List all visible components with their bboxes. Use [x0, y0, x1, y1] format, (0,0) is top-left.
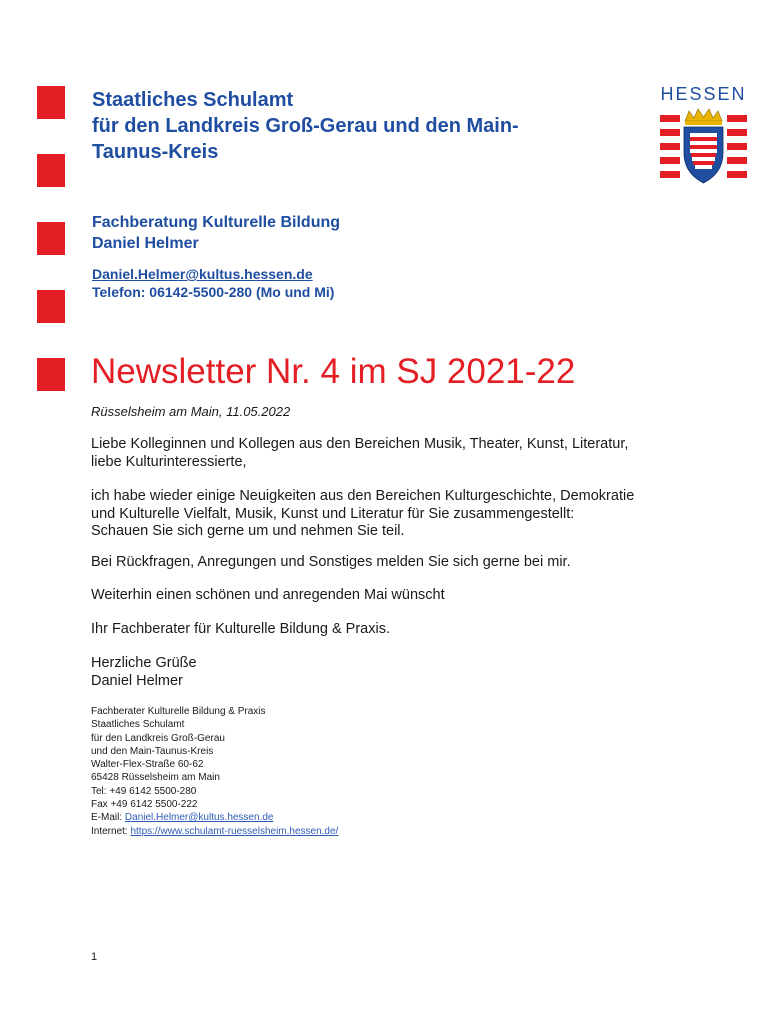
greeting-line: liebe Kulturinteressierte, [91, 453, 247, 470]
org-title [92, 87, 612, 165]
org-title-line: Staatliches Schulamt [92, 89, 294, 111]
org-title-line: für den Landkreis Groß-Gerau und den Main- [92, 115, 519, 137]
hessen-logo [660, 84, 747, 187]
signature-email-row [91, 811, 338, 824]
hessen-coat-of-arms-icon [660, 107, 747, 187]
signature-email-label: E-Mail: [91, 812, 125, 824]
red-margin-block [37, 358, 65, 391]
closing-paragraph [91, 655, 701, 690]
org-header [92, 87, 612, 165]
email-signature [91, 705, 338, 838]
red-margin-block [37, 290, 65, 323]
intro-paragraph [91, 488, 701, 541]
signature-line: Walter-Flex-Straße 60-62 [91, 759, 204, 771]
questions-paragraph: Bei Rückfragen, Anregungen und Sonstiges melden Sie sich gerne bei mir. [91, 554, 571, 570]
closing-line: Herzliche Grüße [91, 655, 197, 671]
greeting-line: Liebe Kolleginnen und Kollegen aus den Bereichen Musik, Theater, Kunst, Literatur, [91, 436, 629, 452]
page-number: 1 [91, 951, 98, 963]
contact-role: Fachberatung Kulturelle Bildung [92, 214, 341, 231]
signature-line: 65428 Rüsselsheim am Main [91, 772, 220, 784]
signature-internet-row [91, 825, 338, 838]
red-margin-block [37, 154, 65, 187]
signature-internet-label: Internet: [91, 825, 131, 837]
place-date: Rüsselsheim am Main, 11.05.2022 [91, 404, 291, 419]
advisor-paragraph: Ihr Fachberater für Kulturelle Bildung & Praxis. [91, 621, 390, 637]
org-title-line: Taunus-Kreis [92, 141, 219, 163]
signature-line: Tel: +49 6142 5500-280 [91, 785, 197, 797]
intro-line: ich habe wieder einige Neuigkeiten aus den Bereichen Kulturgeschichte, Demokratie [91, 488, 635, 504]
signature-line: und den Main-Taunus-Kreis [91, 745, 214, 757]
contact-block [92, 212, 340, 254]
logo-wordmark: HESSEN [660, 84, 747, 104]
signature-website-link[interactable]: https://www.schulamt-ruesselsheim.hessen.de/ [130, 825, 339, 837]
red-margin-block [37, 86, 65, 119]
closing-line: Daniel Helmer [91, 672, 183, 689]
red-margin-block [37, 222, 65, 255]
intro-line: und Kulturelle Vielfalt, Musik, Kunst und Literatur für Sie zusammengestellt: [91, 505, 575, 522]
newsletter-title: Newsletter Nr. 4 im SJ 2021-22 [91, 352, 576, 391]
signature-email-link[interactable]: Daniel.Helmer@kultus.hessen.de [124, 812, 274, 824]
signature-line: Fax +49 6142 5500-222 [91, 799, 198, 811]
greeting-paragraph [91, 436, 701, 471]
contact-name: Daniel Helmer [92, 235, 199, 252]
signature-line: Staatliches Schulamt [91, 719, 185, 731]
wishes-paragraph: Weiterhin einen schönen und anregenden Mai wünscht [91, 587, 445, 603]
intro-line: Schauen Sie sich gerne um und nehmen Sie teil. [91, 523, 405, 539]
contact-email-link[interactable]: Daniel.Helmer@kultus.hessen.de [92, 266, 313, 282]
signature-line: für den Landkreis Groß-Gerau [91, 732, 225, 744]
signature-line: Fachberater Kulturelle Bildung & Praxis [91, 706, 266, 717]
contact-phone: Telefon: 06142-5500-280 (Mo und Mi) [92, 284, 335, 300]
